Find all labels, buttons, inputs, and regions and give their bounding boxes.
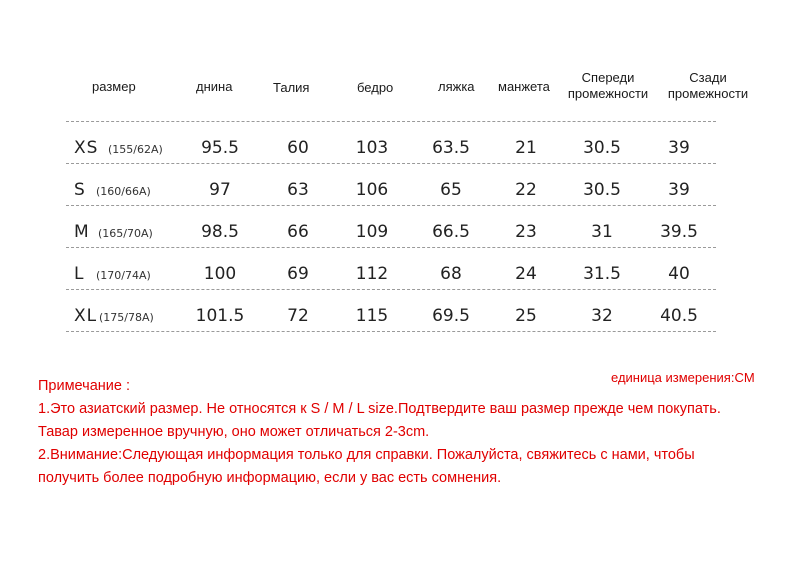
- notes-line-4: получить более подробную информацию, если у вас есть сомнения.: [38, 470, 502, 486]
- cell-length: 101.5: [195, 306, 245, 326]
- size-label: S: [74, 180, 86, 200]
- table-row-xl: [0, 294, 790, 334]
- cell-hip: 115: [355, 306, 389, 326]
- cell-length: 100: [203, 264, 237, 284]
- cell-thigh: 68: [440, 264, 462, 284]
- header-back-rise: [662, 70, 754, 102]
- cell-front-rise: 30.5: [583, 138, 621, 158]
- cell-front-rise: 31.5: [583, 264, 621, 284]
- cell-back-rise: 40.5: [660, 306, 698, 326]
- table-rule-top: [66, 121, 716, 122]
- header-front-rise-line1: Спереди: [581, 70, 635, 85]
- cell-waist: 60: [287, 138, 309, 158]
- cell-front-rise: 32: [591, 306, 613, 326]
- table-row-s: [0, 168, 790, 208]
- header-back-rise-line2: промежности: [667, 86, 749, 101]
- cell-length: 97: [209, 180, 231, 200]
- cell-back-rise: 39: [668, 138, 690, 158]
- cell-back-rise: 39.5: [660, 222, 698, 242]
- header-waist: Талия: [273, 80, 310, 95]
- cell-hip: 106: [355, 180, 389, 200]
- cell-hip: 103: [355, 138, 389, 158]
- table-row-xs: [0, 126, 790, 166]
- cell-thigh: 65: [440, 180, 462, 200]
- cell-waist: 72: [287, 306, 309, 326]
- notes-title: Примечание :: [38, 378, 130, 394]
- size-label: M: [74, 222, 90, 242]
- size-code: (165/70A): [98, 227, 153, 240]
- header-cuff: манжета: [498, 79, 550, 94]
- cell-front-rise: 31: [591, 222, 613, 242]
- cell-cuff: 21: [515, 138, 537, 158]
- cell-waist: 66: [287, 222, 309, 242]
- size-code: (160/66A): [96, 185, 151, 198]
- header-back-rise-line1: Сзади: [689, 70, 727, 85]
- header-front-rise: [562, 70, 654, 102]
- cell-front-rise: 30.5: [583, 180, 621, 200]
- notes-line-1: 1.Это азиатский размер. Не относятся к S / M / L size.Подтвердите ваш размер прежде чем покупать.: [38, 401, 721, 417]
- cell-thigh: 63.5: [432, 138, 470, 158]
- unit-label: единица измерения:CM: [611, 370, 755, 385]
- size-code: (170/74A): [96, 269, 151, 282]
- header-hip: бедро: [357, 80, 394, 95]
- cell-back-rise: 40: [668, 264, 690, 284]
- size-label: XL: [74, 306, 98, 326]
- cell-thigh: 66.5: [432, 222, 470, 242]
- cell-hip: 109: [355, 222, 389, 242]
- cell-length: 98.5: [201, 222, 239, 242]
- cell-waist: 63: [287, 180, 309, 200]
- header-size: размер: [92, 79, 136, 94]
- table-row-m: [0, 210, 790, 250]
- cell-hip: 112: [355, 264, 389, 284]
- cell-cuff: 25: [515, 306, 537, 326]
- cell-length: 95.5: [201, 138, 239, 158]
- cell-waist: 69: [287, 264, 309, 284]
- notes-line-3: 2.Внимание:Следующая информация только для справки. Пожалуйста, свяжитесь с нами, чтобы: [38, 447, 695, 463]
- cell-cuff: 24: [515, 264, 537, 284]
- header-front-rise-line2: промежности: [567, 86, 649, 101]
- cell-back-rise: 39: [668, 180, 690, 200]
- notes-block: [38, 375, 786, 490]
- size-code: (155/62A): [108, 143, 163, 156]
- notes-line-2: Тавар измеренное вручную, оно может отличаться 2-3cm.: [38, 424, 430, 440]
- cell-cuff: 22: [515, 180, 537, 200]
- size-label: L: [74, 264, 85, 284]
- table-row-l: [0, 252, 790, 292]
- size-code: (175/78A): [99, 311, 154, 324]
- header-length: днина: [196, 79, 233, 94]
- size-label: XS: [74, 138, 99, 158]
- cell-thigh: 69.5: [432, 306, 470, 326]
- cell-cuff: 23: [515, 222, 537, 242]
- header-thigh: ляжка: [438, 79, 475, 94]
